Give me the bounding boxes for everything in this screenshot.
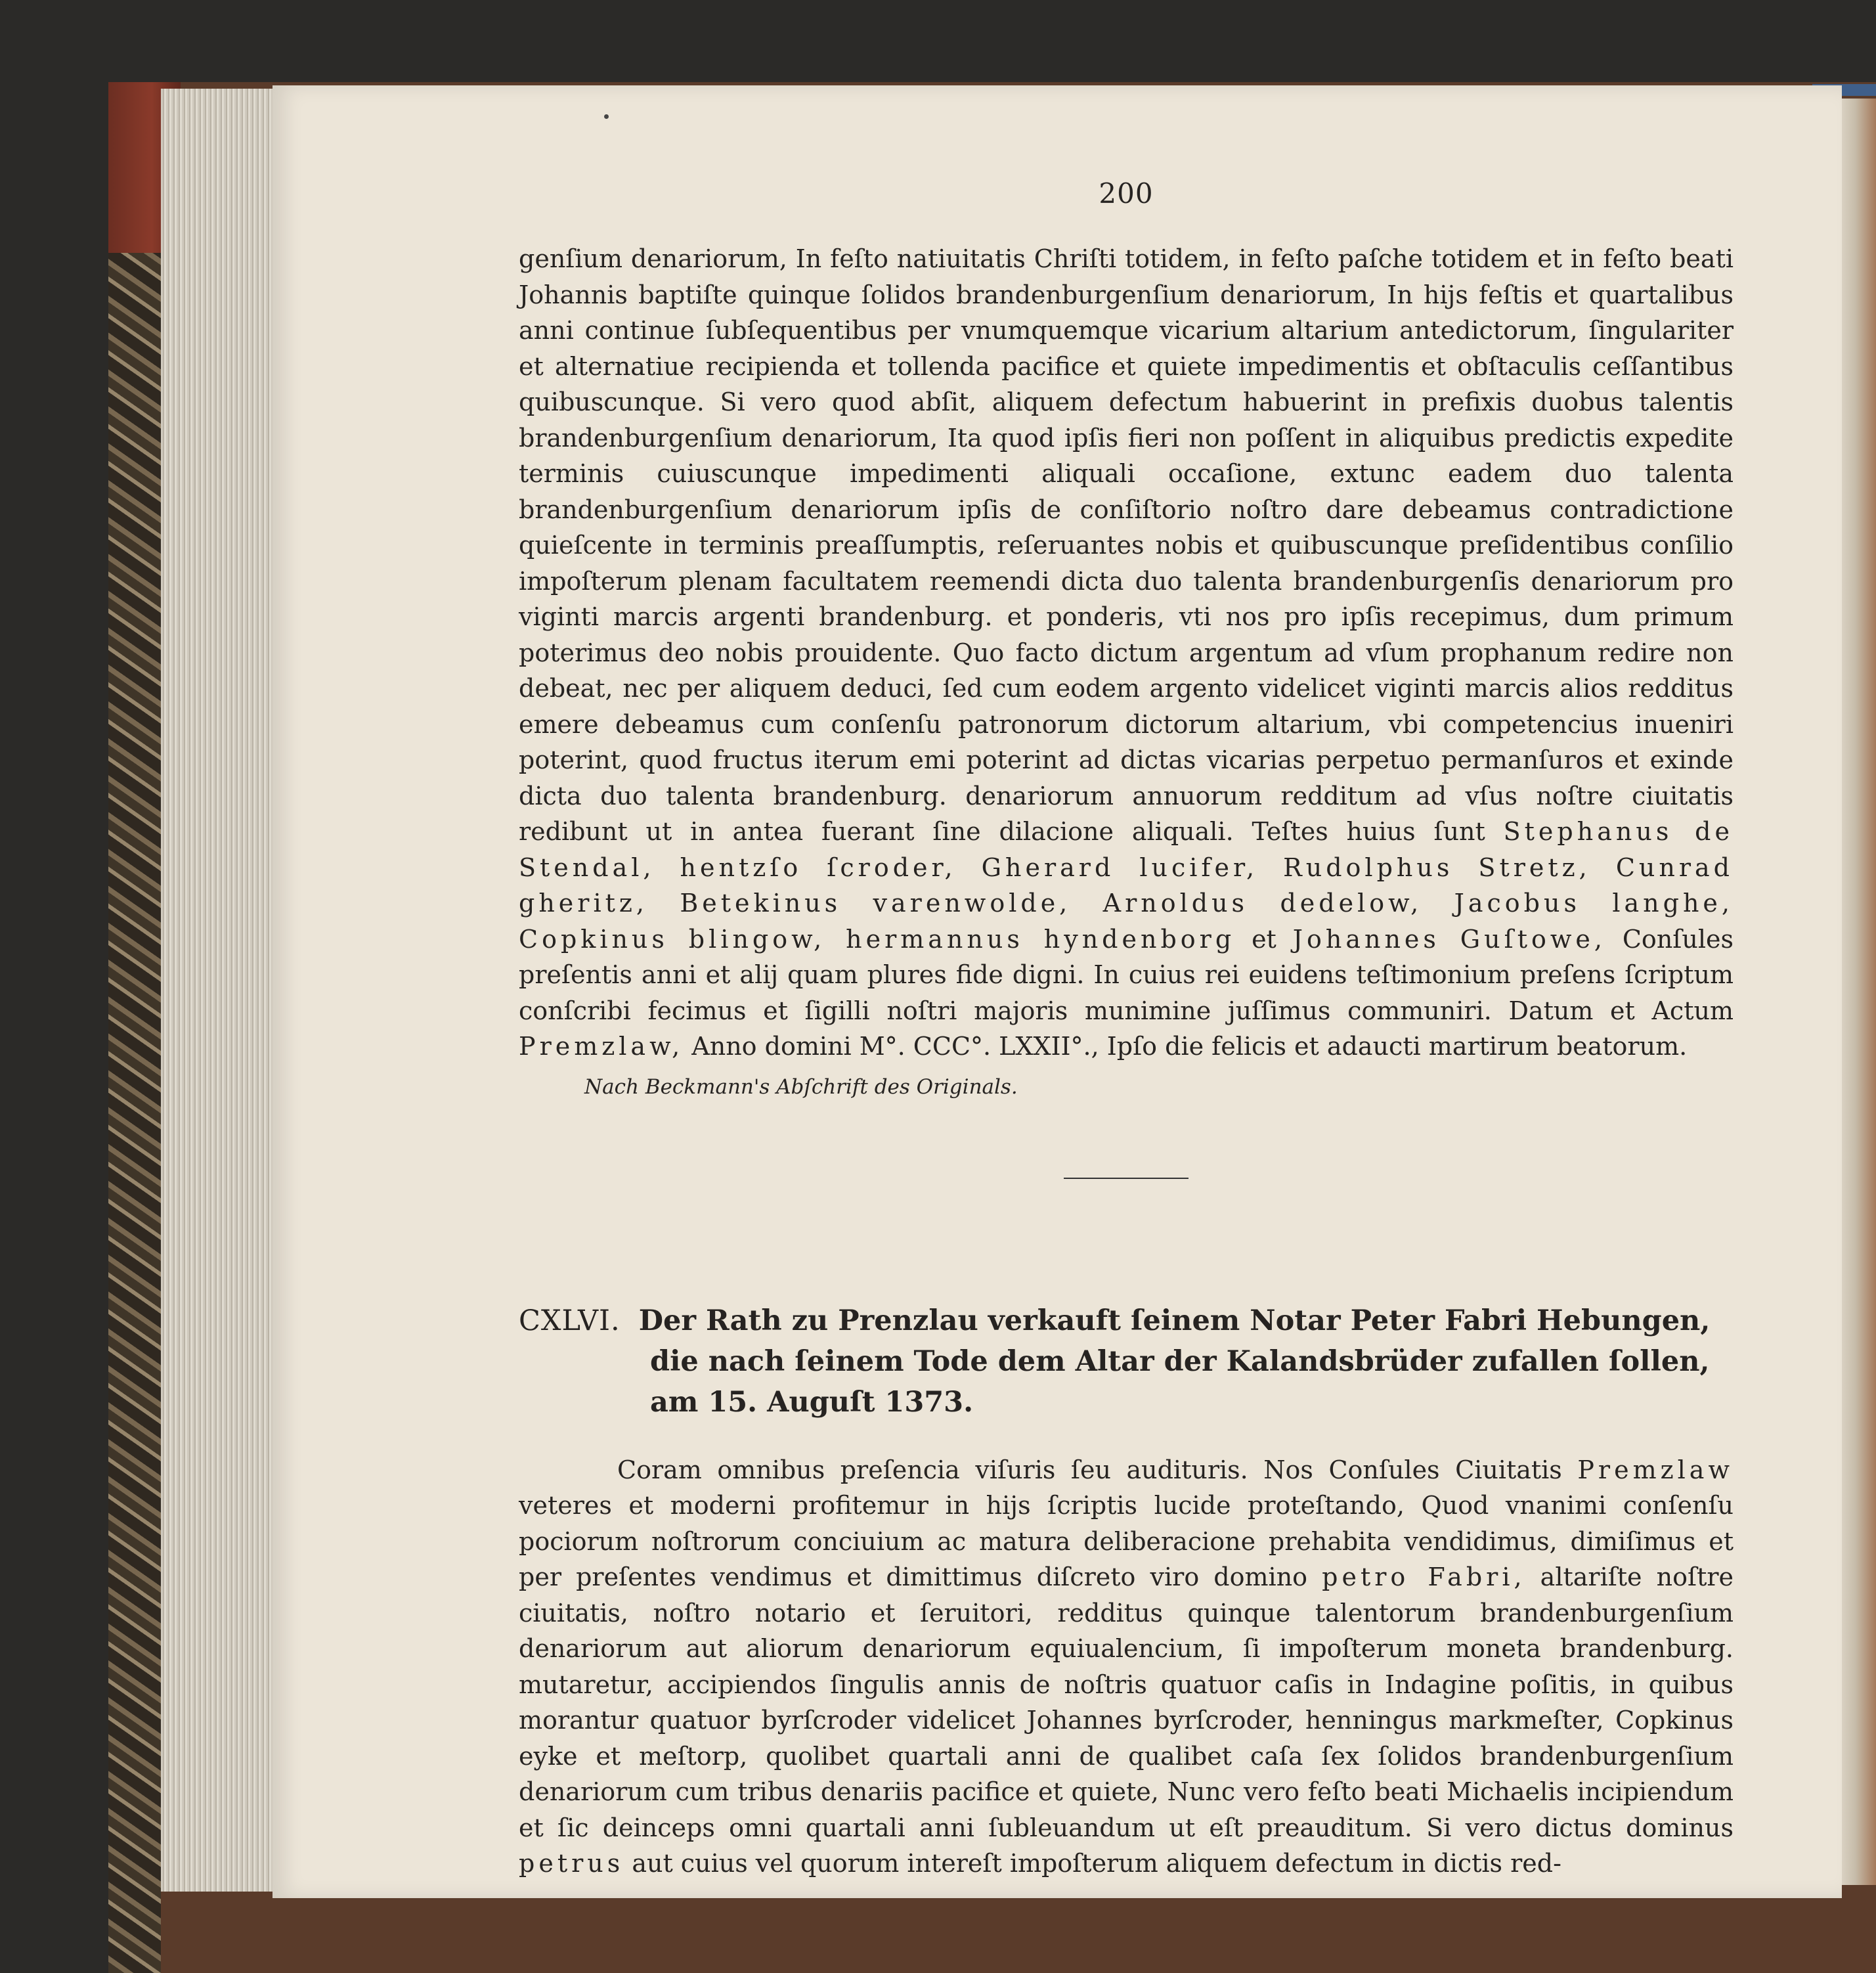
document-body [519,1452,1734,1882]
text-run: veteres et moderni profitemur in hijs ſcriptis lucide proteſtando, Quod vnanimi conſenſu pociorum noſtrorum conciuium ac matura deliberacione prehabita vendidimus, dimiſimus et per preſentes vendimus et dimittimus diſcreto viro domino [519,1491,1734,1591]
text-run: Conſules preſentis anni et alij quam plures fide digni. In cuius rei euidens teſtimonium preſens ſcriptum conſcribi fecimus et ſigilli noſtri majoris munimine juſſimus communiri. Datum et Actum [519,924,1734,1025]
spaced-names: petrus [519,1849,624,1878]
spaced-names: Stephanus de Stendal, hentzſo ſcroder, Gherard lucifer, Rudolphus Stretz, Cunrad gheritz, Betekinus varenwolde, Arnoldus dedelow, Jacobus langhe, Copkinus blingow, hermannus hyndenborg [519,817,1734,954]
section-divider [1064,1178,1189,1179]
page-content [519,177,1734,1882]
text-run: altariſte noſtre ciuitatis, noſtro notario et ſeruitori, redditus quinque talentorum brandenburgenſium denariorum aut aliorum denariorum equiualencium, ſi impoſterum moneta brandenburg. mutaretur, accipiendos ſingulis annis de noſtris quatuor caſis in Indagine poſitis, in quibus morantur quatuor byrſcroder videlicet Johannes byrſcroder, henningus markmeſter, Copkinus eyke et meſtorp, quolibet quartali anni de qualibet caſa ſex ſolidos brandenburgenſium denariorum cum tribus denariis pacifice et quiete, Nunc vero feſto beati Michaelis incipiendum et ſic deinceps omni quartali anni ſubleuandum ut eſt preauditum. Si vero dictus dominus [519,1563,1734,1842]
marbled-cover-edge [108,197,161,1973]
paragraph-continuation [519,241,1734,1065]
source-note: Nach Beckmann's Abſchrift des Originals. [584,1075,1018,1099]
document-heading [519,1300,1734,1423]
document-title: Der Rath zu Prenzlau verkauft ſeinem Notar Peter Fabri Hebungen, die nach ſeinem Tode dem Altar der Kalandsbrüder zufallen ſollen, am 15. Auguſt 1373. [638,1304,1711,1419]
spaced-names: Johannes Guſtowe, [1292,924,1606,954]
text-run: Anno domini M°. CCC°. LXXII°., Ipſo die felicis et adaucti martirum beatorum. [691,1032,1688,1061]
page-speck [604,114,609,119]
text-run: aut cuius vel quorum intereſt impoſterum aliquem defectum in dictis red- [632,1849,1561,1878]
text-run: genſium denariorum, In feſto natiuitatis Chriſti totidem, in feſto paſche totidem et in feſto beati Johannis baptiſte quinque ſolidos brandenburgenſium denariorum, In hijs feſtis et quartalibus anni continue ſubſequentibus per vnumquemque vicarium altarium antedictorum, ſingulariter et alternatiue recipienda et tollenda pacifice et quiete impedimentis et obſtaculis ceſſantibus quibuscunque. Si vero quod abſit, aliquem defectum habuerint in prefixis duobus talentis brandenburgenſium denariorum, Ita quod ipſis fieri non poſſent in aliquibus predictis expedite terminis cuiuscunque impedimenti aliquali occaſione, extunc eadem duo talenta brandenburgenſium denariorum ipſis de conſiſtorio noſtro dare debeamus contradictione quieſcente in terminis preaſſumptis, reſeruantes nobis et quibuscunque preſidentibus conſilio impoſterum plenam facultatem reemendi dicta duo talenta brandenburgenſis denariorum pro viginti marcis argenti brandenburg. et ponderis, vti nos pro ipſis recepimus, dum primum poterimus deo nobis prouidente. Quo facto dictum argentum ad vſum prophanum redire non debeat, nec per aliquem deduci, ſed cum eodem argento videlicet viginti marcis alios redditus emere debeamus cum conſenſu patronorum dictorum altarium, vbi competencius inueniri poterint, quod fructus iterum emi poterint ad dictas vicarias perpetuo permanſuros et exinde dicta duo talenta brandenburg. denariorum annuorum redditum ad vſus noſtre ciuitatis redibunt ut in antea fuerant ſine dilacione aliquali. Teſtes huius ſunt [519,244,1734,846]
text-run: Coram omnibus preſencia viſuris ſeu audituris. Nos Conſules Ciuitatis [617,1455,1562,1484]
page-stack-edge [161,89,276,1892]
facing-page-edge [1842,99,1876,1885]
spaced-names: Premzlaw [1577,1455,1734,1484]
spaced-names: petro Fabri, [1322,1563,1526,1591]
document-number: CXLVI. [519,1304,621,1337]
text-run: et [1252,924,1276,954]
page-number: 200 [1099,177,1154,210]
spaced-names: Premzlaw, [519,1032,684,1061]
